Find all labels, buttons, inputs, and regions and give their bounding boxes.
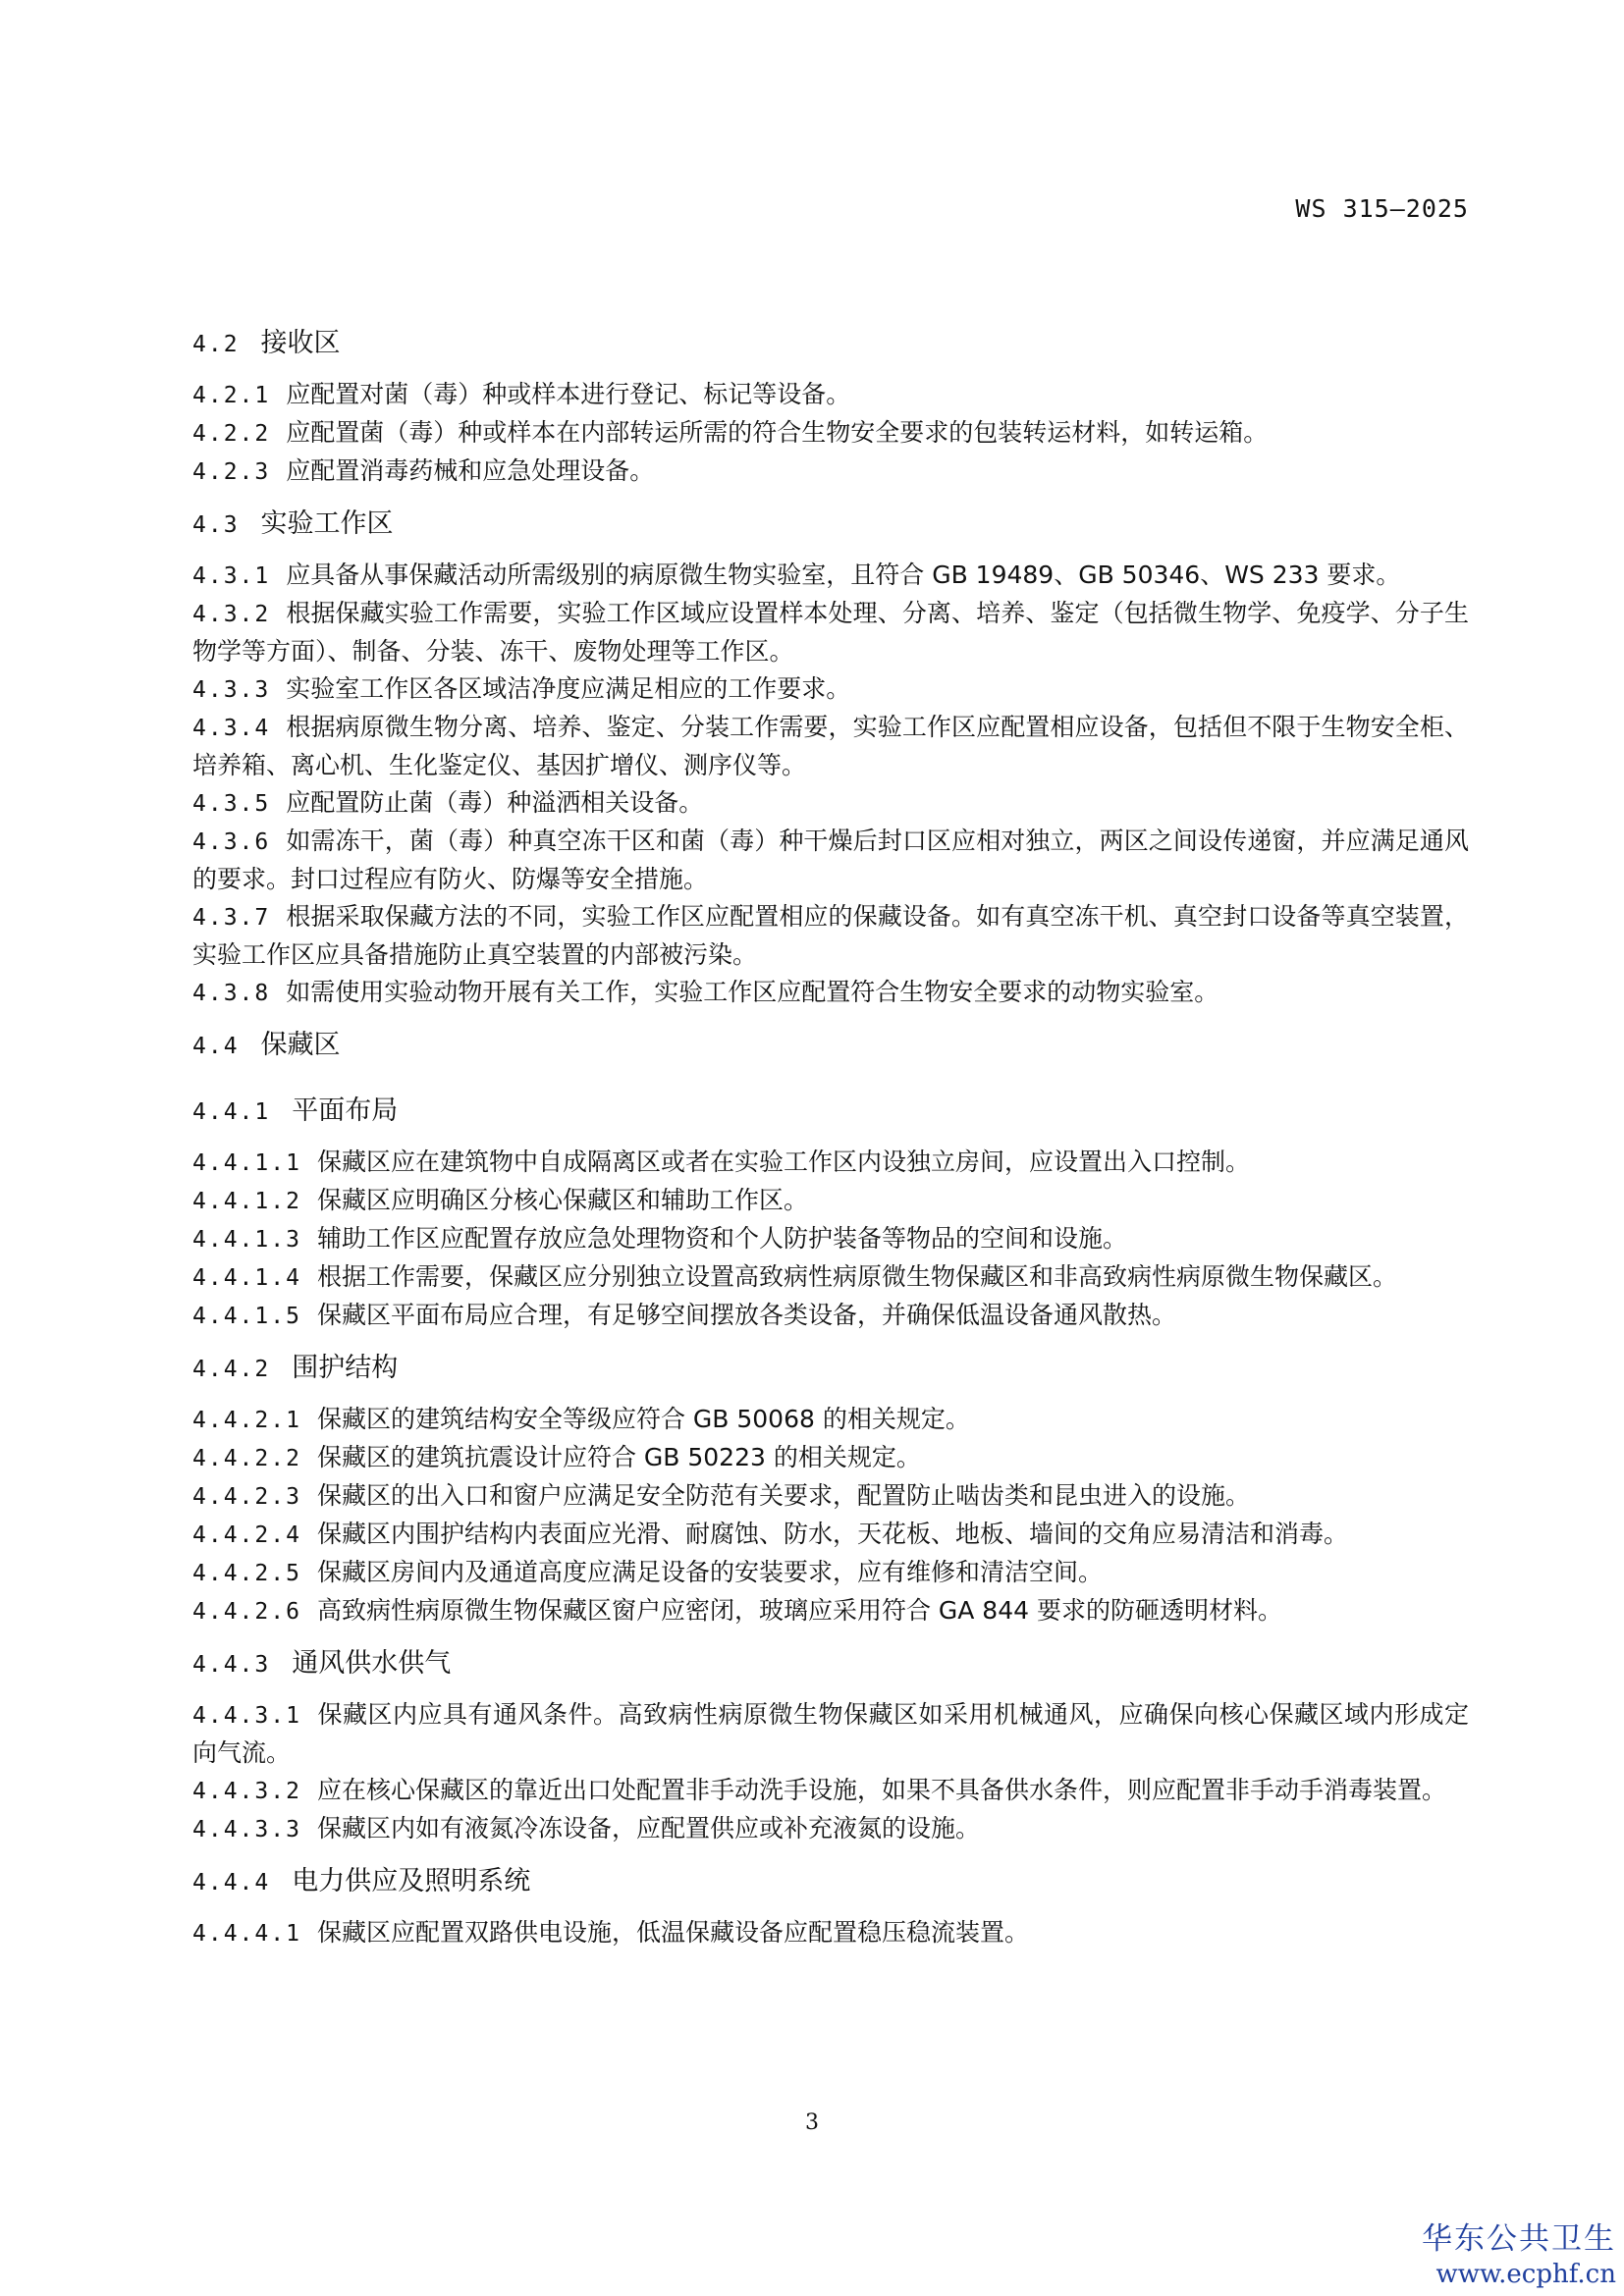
section-heading bbox=[192, 505, 1469, 545]
clause-text: 保藏区的建筑抗震设计应符合 GB 50223 的相关规定。 bbox=[316, 1443, 921, 1471]
clause-text: 保藏区应明确区分核心保藏区和辅助工作区。 bbox=[316, 1186, 808, 1214]
clause-paragraph bbox=[192, 1592, 1469, 1630]
clause-text: 实验室工作区各区域洁净度应满足相应的工作要求。 bbox=[286, 674, 851, 703]
clause-text: 保藏区应配置双路供电设施，低温保藏设备应配置稳压稳流装置。 bbox=[316, 1918, 1029, 1947]
clause-paragraph bbox=[192, 1297, 1469, 1335]
clause-paragraph bbox=[192, 1477, 1469, 1516]
clause-number: 4.4.3.2 bbox=[192, 1779, 301, 1804]
section-heading bbox=[192, 1026, 1469, 1066]
clause-text: 保藏区的出入口和窗户应满足安全防范有关要求，配置防止啮齿类和昆虫进入的设施。 bbox=[316, 1481, 1250, 1510]
clause-paragraph bbox=[192, 1696, 1469, 1772]
clause-number: 4.4.1.3 bbox=[192, 1227, 301, 1253]
clause-paragraph bbox=[192, 709, 1469, 784]
clause-number: 4.4.1.5 bbox=[192, 1304, 301, 1329]
clause-number: 4.3.6 bbox=[192, 829, 271, 855]
clause-number: 4.4.4 bbox=[192, 1870, 271, 1896]
clause-text: 应配置对菌（毒）种或样本进行登记、标记等设备。 bbox=[286, 380, 851, 408]
clause-paragraph bbox=[192, 1220, 1469, 1258]
clause-paragraph bbox=[192, 1516, 1469, 1554]
watermark bbox=[1422, 2220, 1616, 2291]
clause-paragraph bbox=[192, 1401, 1469, 1439]
clause-paragraph bbox=[192, 823, 1469, 898]
clause-number: 4.4.2.5 bbox=[192, 1561, 301, 1586]
clause-paragraph bbox=[192, 670, 1469, 709]
clause-number: 4.4.3.3 bbox=[192, 1817, 301, 1842]
clause-paragraph bbox=[192, 414, 1469, 453]
page-number: 3 bbox=[805, 2110, 819, 2135]
heading-text: 实验工作区 bbox=[260, 508, 394, 539]
clause-number: 4.2.1 bbox=[192, 383, 271, 408]
clause-number: 4.3.3 bbox=[192, 677, 271, 703]
clause-paragraph bbox=[192, 1439, 1469, 1477]
clause-number: 4.2 bbox=[192, 332, 240, 357]
heading-text: 电力供应及照明系统 bbox=[292, 1866, 531, 1896]
clause-number: 4.2.2 bbox=[192, 421, 271, 447]
clause-text: 保藏区内如有液氮冷冻设备，应配置供应或补充液氮的设施。 bbox=[316, 1814, 980, 1842]
clause-text: 应具备从事保藏活动所需级别的病原微生物实验室，且符合 GB 19489、GB 50346、WS 233 要求。 bbox=[286, 561, 1401, 589]
clause-number: 4.4.3.1 bbox=[192, 1703, 301, 1729]
clause-paragraph bbox=[192, 898, 1469, 974]
clause-text: 应配置菌（毒）种或样本在内部转运所需的符合生物安全要求的包装转运材料，如转运箱。 bbox=[286, 418, 1269, 447]
clause-paragraph bbox=[192, 376, 1469, 414]
clause-paragraph bbox=[192, 1258, 1469, 1297]
clause-paragraph bbox=[192, 1914, 1469, 1952]
clause-number: 4.3.4 bbox=[192, 716, 271, 741]
watermark-name: 华东公共卫生 bbox=[1422, 2221, 1616, 2257]
clause-text: 根据工作需要，保藏区应分别独立设置高致病性病原微生物保藏区和非高致病性病原微生物保藏区。 bbox=[316, 1262, 1397, 1291]
clause-number: 4.3.8 bbox=[192, 981, 271, 1006]
clause-number: 4.3.2 bbox=[192, 602, 271, 627]
clause-number: 4.3.7 bbox=[192, 905, 271, 931]
section-heading bbox=[192, 1349, 1469, 1389]
clause-number: 4.4.1.2 bbox=[192, 1189, 301, 1214]
clause-number: 4.4.2.6 bbox=[192, 1599, 301, 1625]
clause-text: 根据保藏实验工作需要，实验工作区域应设置样本处理、分离、培养、鉴定（包括微生物学、免疫学、分子生物学等方面）、制备、分装、冻干、废物处理等工作区。 bbox=[192, 599, 1469, 666]
clause-number: 4.4.1 bbox=[192, 1099, 271, 1125]
heading-text: 平面布局 bbox=[292, 1095, 399, 1126]
clause-number: 4.4.2.4 bbox=[192, 1522, 301, 1548]
clause-paragraph bbox=[192, 1554, 1469, 1592]
clause-number: 4.4.1.1 bbox=[192, 1150, 301, 1176]
clause-text: 保藏区平面布局应合理，有足够空间摆放各类设备，并确保低温设备通风散热。 bbox=[316, 1301, 1176, 1329]
clause-number: 4.4.2.1 bbox=[192, 1408, 301, 1433]
clause-text: 高致病性病原微生物保藏区窗户应密闭，玻璃应采用符合 GA 844 要求的防砸透明材料。 bbox=[316, 1596, 1282, 1625]
clause-text: 辅助工作区应配置存放应急处理物资和个人防护装备等物品的空间和设施。 bbox=[316, 1224, 1127, 1253]
clause-paragraph bbox=[192, 1144, 1469, 1182]
section-heading bbox=[192, 1644, 1469, 1684]
clause-text: 保藏区内应具有通风条件。高致病性病原微生物保藏区如采用机械通风，应确保向核心保藏区域内形成定向气流。 bbox=[192, 1700, 1469, 1767]
clause-paragraph bbox=[192, 557, 1469, 595]
clause-number: 4.4 bbox=[192, 1034, 240, 1059]
clause-text: 应配置防止菌（毒）种溢洒相关设备。 bbox=[286, 788, 704, 817]
clause-text: 保藏区房间内及通道高度应满足设备的安装要求，应有维修和清洁空间。 bbox=[316, 1558, 1103, 1586]
clause-number: 4.4.2.2 bbox=[192, 1446, 301, 1471]
clause-text: 保藏区内围护结构内表面应光滑、耐腐蚀、防水，天花板、地板、墙间的交角应易清洁和消毒。 bbox=[316, 1520, 1348, 1548]
clause-number: 4.4.4.1 bbox=[192, 1921, 301, 1947]
clause-text: 应配置消毒药械和应急处理设备。 bbox=[286, 456, 655, 485]
clause-paragraph bbox=[192, 1772, 1469, 1810]
document-body bbox=[192, 324, 1469, 1952]
clause-text: 保藏区应在建筑物中自成隔离区或者在实验工作区内设独立房间，应设置出入口控制。 bbox=[316, 1148, 1250, 1176]
clause-paragraph bbox=[192, 974, 1469, 1012]
heading-text: 通风供水供气 bbox=[292, 1648, 452, 1679]
heading-text: 接收区 bbox=[260, 328, 341, 358]
clause-number: 4.3.1 bbox=[192, 563, 271, 589]
clause-paragraph bbox=[192, 784, 1469, 823]
section-heading bbox=[192, 1092, 1469, 1132]
clause-paragraph bbox=[192, 453, 1469, 491]
clause-text: 应在核心保藏区的靠近出口处配置非手动洗手设施，如果不具备供水条件，则应配置非手动手消毒装置。 bbox=[316, 1776, 1446, 1804]
heading-text: 围护结构 bbox=[292, 1353, 399, 1383]
heading-text: 保藏区 bbox=[260, 1030, 341, 1060]
clause-paragraph bbox=[192, 1810, 1469, 1848]
clause-number: 4.4.2.3 bbox=[192, 1484, 301, 1510]
clause-text: 保藏区的建筑结构安全等级应符合 GB 50068 的相关规定。 bbox=[316, 1405, 970, 1433]
clause-number: 4.3 bbox=[192, 512, 240, 538]
clause-text: 如需使用实验动物开展有关工作，实验工作区应配置符合生物安全要求的动物实验室。 bbox=[286, 978, 1219, 1006]
clause-text: 如需冻干，菌（毒）种真空冻干区和菌（毒）种干燥后封口区应相对独立，两区之间设传递窗，并应满足通风的要求。封口过程应有防火、防爆等安全措施。 bbox=[192, 827, 1469, 893]
section-heading bbox=[192, 324, 1469, 364]
clause-number: 4.2.3 bbox=[192, 459, 271, 485]
clause-number: 4.3.5 bbox=[192, 791, 271, 817]
clause-text: 根据病原微生物分离、培养、鉴定、分装工作需要，实验工作区应配置相应设备，包括但不限于生物安全柜、培养箱、离心机、生化鉴定仪、基因扩增仪、测序仪等。 bbox=[192, 713, 1469, 779]
clause-text: 根据采取保藏方法的不同，实验工作区应配置相应的保藏设备。如有真空冻干机、真空封口设备等真空装置，实验工作区应具备措施防止真空装置的内部被污染。 bbox=[192, 902, 1469, 969]
clause-number: 4.4.3 bbox=[192, 1652, 271, 1678]
watermark-url: www.ecphf.cn bbox=[1435, 2260, 1616, 2289]
clause-number: 4.4.2 bbox=[192, 1357, 271, 1382]
section-heading bbox=[192, 1862, 1469, 1902]
clause-number: 4.4.1.4 bbox=[192, 1265, 301, 1291]
clause-paragraph bbox=[192, 595, 1469, 670]
document-code: WS 315—2025 bbox=[1295, 194, 1469, 223]
clause-paragraph bbox=[192, 1182, 1469, 1220]
